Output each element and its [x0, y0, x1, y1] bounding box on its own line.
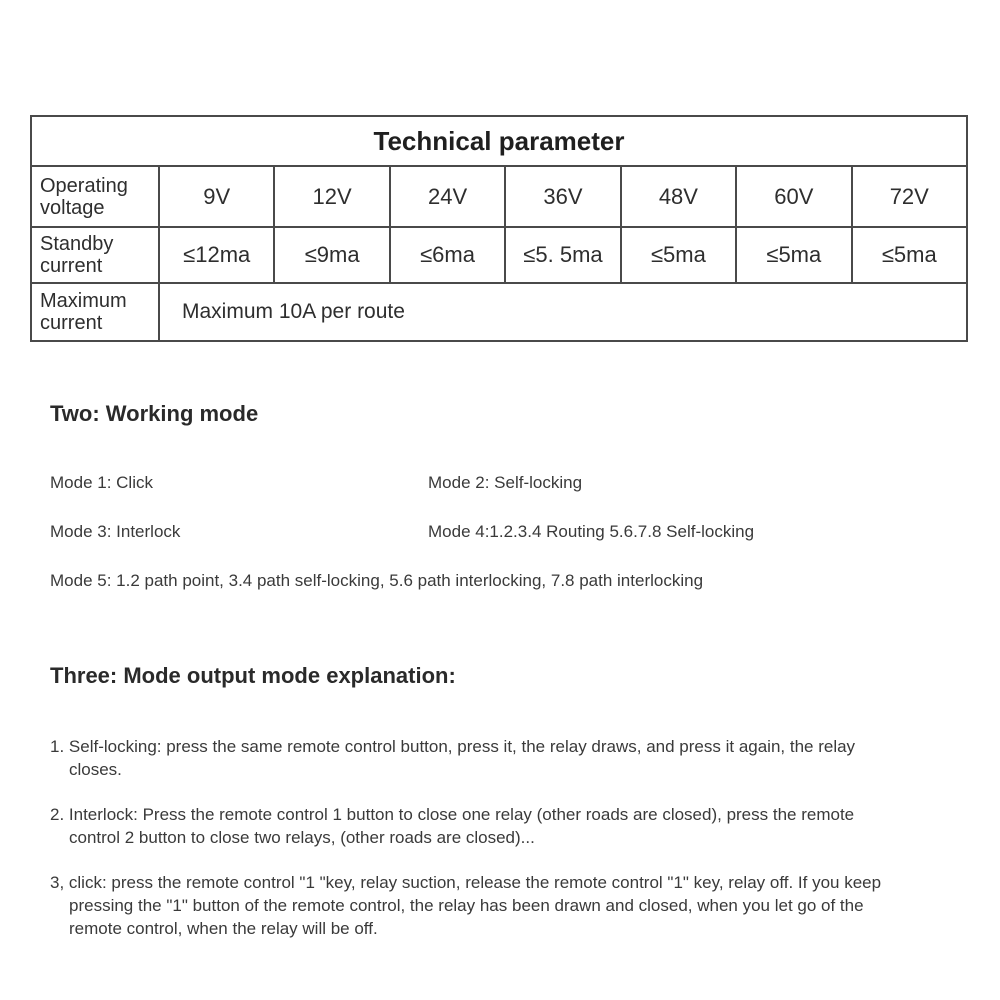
mode-row [50, 473, 970, 493]
mode-row [50, 522, 970, 542]
operating-voltage-label: Operating voltage [31, 166, 159, 227]
voltage-value: 72V [852, 166, 967, 227]
table-title-row [31, 116, 967, 166]
technical-parameter-table [30, 115, 968, 342]
voltage-value: 36V [505, 166, 620, 227]
standby-value: ≤5ma [852, 227, 967, 283]
explanation-item-self-locking: 1. Self-locking: press the same remote control button, press it, the relay draws, and press it again, the relay closes. [50, 737, 856, 779]
explanation-item-click: 3, click: press the remote control "1 "key, relay suction, release the remote control "1" key, relay off. If you keep pressing the "1" button of the remote control, the relay has been drawn and closed, when you let go of the remote control, when the relay will be off. [50, 873, 882, 938]
voltage-value: 48V [621, 166, 736, 227]
section-three-heading: Three: Mode output mode explanation: [50, 663, 456, 688]
explanation-item-interlock: 2. Interlock: Press the remote control 1 button to close one relay (other roads are closed), press the remote control 2 button to close two relays, (other roads are closed)... [50, 805, 855, 847]
maximum-current-label: Maximum current [31, 283, 159, 341]
mode-3-text: Mode 3: Interlock [50, 522, 181, 541]
mode-1-text: Mode 1: Click [50, 473, 153, 492]
standby-current-row [31, 227, 967, 283]
voltage-value: 60V [736, 166, 851, 227]
mode-5-text: Mode 5: 1.2 path point, 3.4 path self-locking, 5.6 path interlocking, 7.8 path interlocking [50, 571, 704, 590]
standby-value: ≤5. 5ma [505, 227, 620, 283]
mode-row [50, 571, 970, 591]
voltage-value: 12V [274, 166, 389, 227]
voltage-value: 24V [390, 166, 505, 227]
standby-value: ≤5ma [621, 227, 736, 283]
mode-4-text: Mode 4:1.2.3.4 Routing 5.6.7.8 Self-locking [428, 522, 755, 541]
standby-current-label: Standby current [31, 227, 159, 283]
mode-explanation-list [50, 735, 895, 962]
standby-value: ≤6ma [390, 227, 505, 283]
operating-voltage-row [31, 166, 967, 227]
section-two-heading: Two: Working mode [50, 401, 259, 426]
mode-2-text: Mode 2: Self-locking [428, 473, 583, 492]
standby-value: ≤9ma [274, 227, 389, 283]
voltage-value: 9V [159, 166, 274, 227]
standby-value: ≤12ma [159, 227, 274, 283]
table-title: Technical parameter [31, 116, 967, 166]
standby-value: ≤5ma [736, 227, 851, 283]
maximum-current-value: Maximum 10A per route [159, 283, 967, 341]
maximum-current-row [31, 283, 967, 341]
